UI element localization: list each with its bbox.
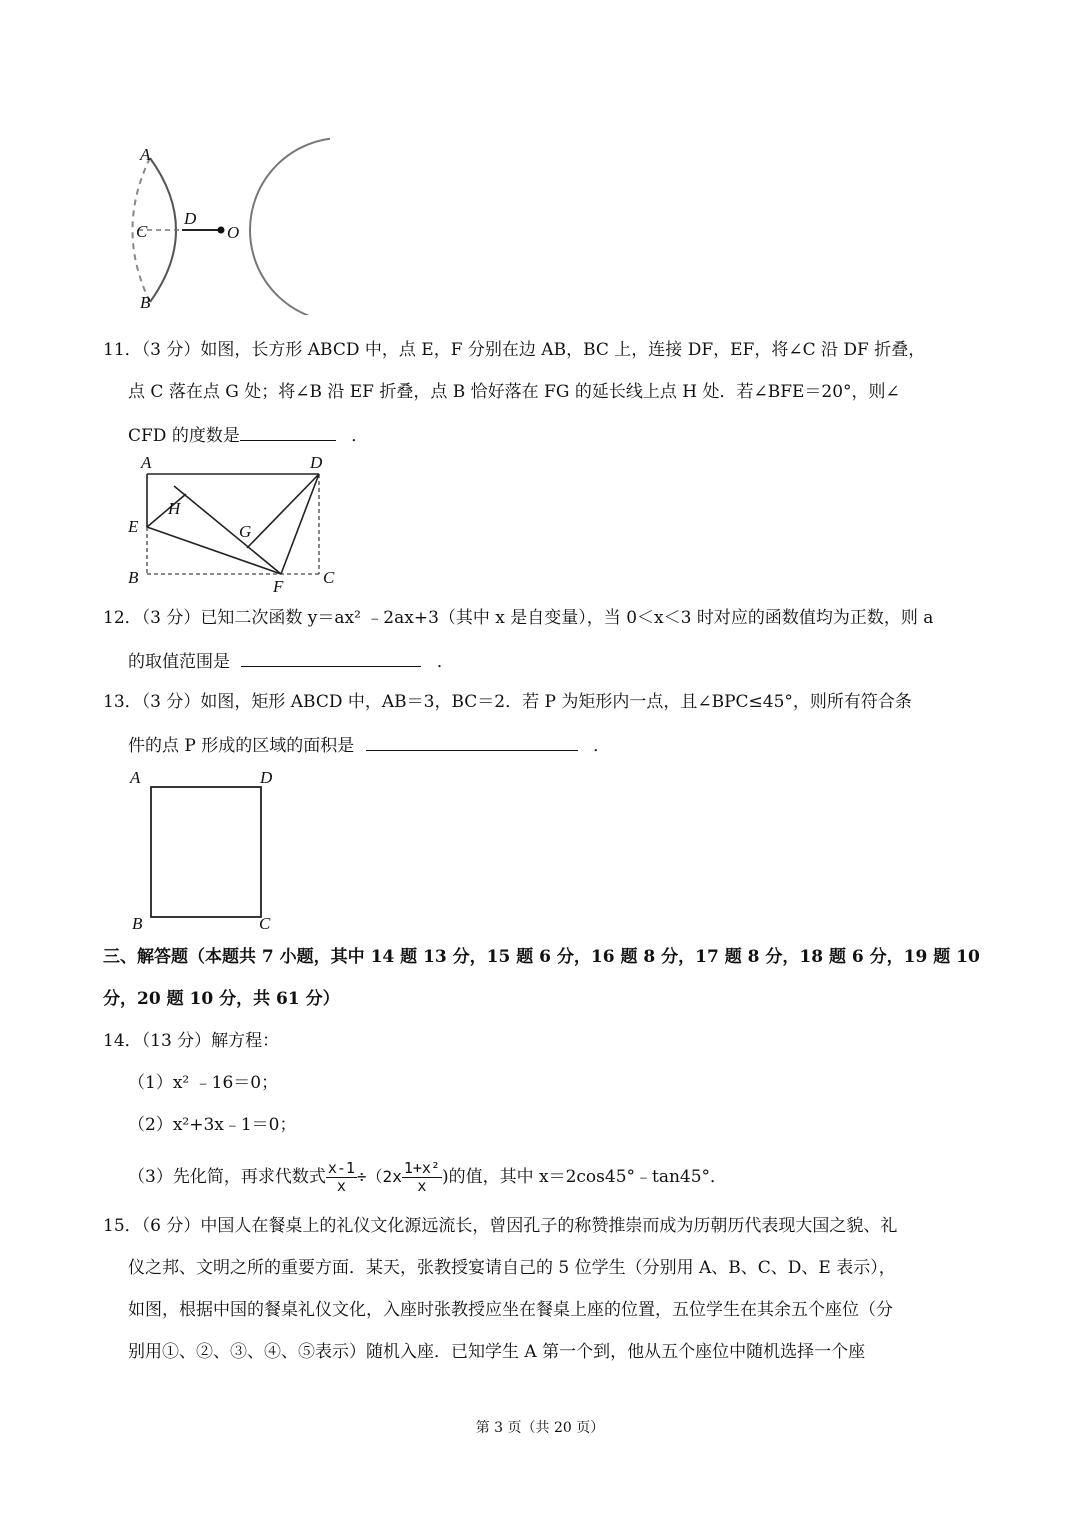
rect-abcd: [151, 787, 261, 917]
q15-line-1: 15．（6 分）中国人在餐桌上的礼仪文化源远流长，曾因孔子的称赞推崇而成为历朝历代表现大国之貌、礼: [103, 1216, 898, 1236]
fig11-label-c: C: [323, 568, 335, 587]
page-footer: 第 3 页（共 20 页）: [475, 1420, 605, 1436]
fraction-1-numerator: x-1: [327, 1159, 355, 1177]
fig11-label-g: G: [239, 522, 252, 541]
q13-line-2-text: 件的点 P 形成的区域的面积是: [128, 736, 355, 756]
label-a: A: [140, 145, 151, 164]
q14-part-2: （2）x²+3x﹣1＝0；: [128, 1115, 297, 1135]
q13-line-2: [128, 732, 610, 758]
q11-line-3: [128, 422, 368, 448]
fraction-2: [402, 1160, 442, 1195]
q15-line-3: 如图，根据中国的餐桌礼仪文化，入座时张教授应坐在餐桌上座的位置，五位学生在其余五个座位（分: [128, 1300, 893, 1320]
q14-part-1: （1）x² ﹣16＝0；: [128, 1073, 279, 1093]
q12-line-2: [128, 648, 454, 674]
section-3-header-line-2: 分，20 题 10 分，共 61 分）: [103, 989, 340, 1009]
q11-period: ．: [351, 426, 369, 446]
q11-answer-blank[interactable]: [240, 422, 336, 441]
q13-rectangle-figure: [120, 765, 290, 935]
q12-period: ．: [436, 652, 454, 672]
q15-line-2: 仪之邦、文明之所的重要方面．某天，张教授宴请自己的 5 位学生（分别用 A、B、C、D、E 表示），: [128, 1258, 896, 1278]
q13-line-1: 13．（3 分）如图，矩形 ABCD 中，AB＝3，BC＝2．若 P 为矩形内一点，且∠BPC≤45°，则所有符合条: [103, 692, 912, 712]
center-point-o: [218, 227, 225, 234]
q11-line-2: 点 C 落在点 G 处；将∠B 沿 EF 折叠，点 B 恰好落在 FG 的延长线上点 H 处．若∠BFE＝20°，则∠: [128, 382, 900, 402]
q10-circle-figure: [120, 130, 330, 315]
q11-line-3-text: CFD 的度数是: [128, 426, 240, 446]
q11-line-1: 11．（3 分）如图，长方形 ABCD 中，点 E，F 分别在边 AB，BC 上，连接 DF，EF，将∠C 沿 DF 折叠，: [103, 340, 926, 360]
q11-rectangle-figure: [120, 452, 350, 597]
label-b: B: [140, 293, 151, 312]
fraction-1: [326, 1160, 357, 1195]
fig11-label-d: D: [310, 453, 323, 472]
fig13-label-a: A: [130, 768, 141, 787]
division-expression: ÷（2x: [356, 1167, 402, 1186]
circle-outline: [250, 138, 330, 315]
fig13-label-b: B: [132, 914, 143, 933]
fraction-2-numerator: 1+x²: [403, 1159, 440, 1177]
q14-part-3: [128, 1152, 727, 1202]
label-c: C: [136, 222, 148, 241]
q13-period: ．: [593, 736, 611, 756]
segment-dg: [247, 474, 319, 548]
label-o: O: [227, 223, 240, 242]
q14-part-3-tail: )的值，其中 x＝2cos45°﹣tan45°．: [441, 1167, 728, 1187]
fig11-label-e: E: [128, 517, 139, 536]
fraction-2-denominator: x: [417, 1177, 427, 1195]
q12-answer-blank[interactable]: [241, 648, 421, 667]
fig11-label-a: A: [141, 453, 152, 472]
q12-line-2-text: 的取值范围是: [128, 652, 230, 672]
fig11-label-b: B: [128, 568, 139, 587]
fig11-label-h: H: [168, 499, 181, 518]
section-3-header-line-1: 三、解答题（本题共 7 小题，其中 14 题 13 分，15 题 6 分，16 题 8 分，17 题 8 分，18 题 6 分，19 题 10: [103, 947, 980, 967]
q15-line-4: 别用①、②、③、④、⑤表示）随机入座．已知学生 A 第一个到，他从五个座位中随机选择一个座: [128, 1342, 866, 1362]
segment-df: [281, 474, 319, 574]
fig11-label-f: F: [273, 577, 284, 596]
fig13-label-d: D: [260, 768, 273, 787]
fraction-1-denominator: x: [336, 1177, 346, 1195]
fold-arc: [150, 158, 176, 302]
q14-line-1: 14．（13 分）解方程：: [103, 1031, 280, 1051]
q14-part-3-text: （3）先化简，再求代数式: [128, 1167, 326, 1187]
fig13-label-c: C: [259, 914, 271, 933]
label-d: D: [184, 209, 197, 228]
q13-answer-blank[interactable]: [366, 732, 578, 751]
q12-line-1: 12．（3 分）已知二次函数 y＝ax² ﹣2ax+3（其中 x 是自变量），当 0＜x＜3 时对应的函数值均为正数，则 a: [103, 608, 934, 628]
